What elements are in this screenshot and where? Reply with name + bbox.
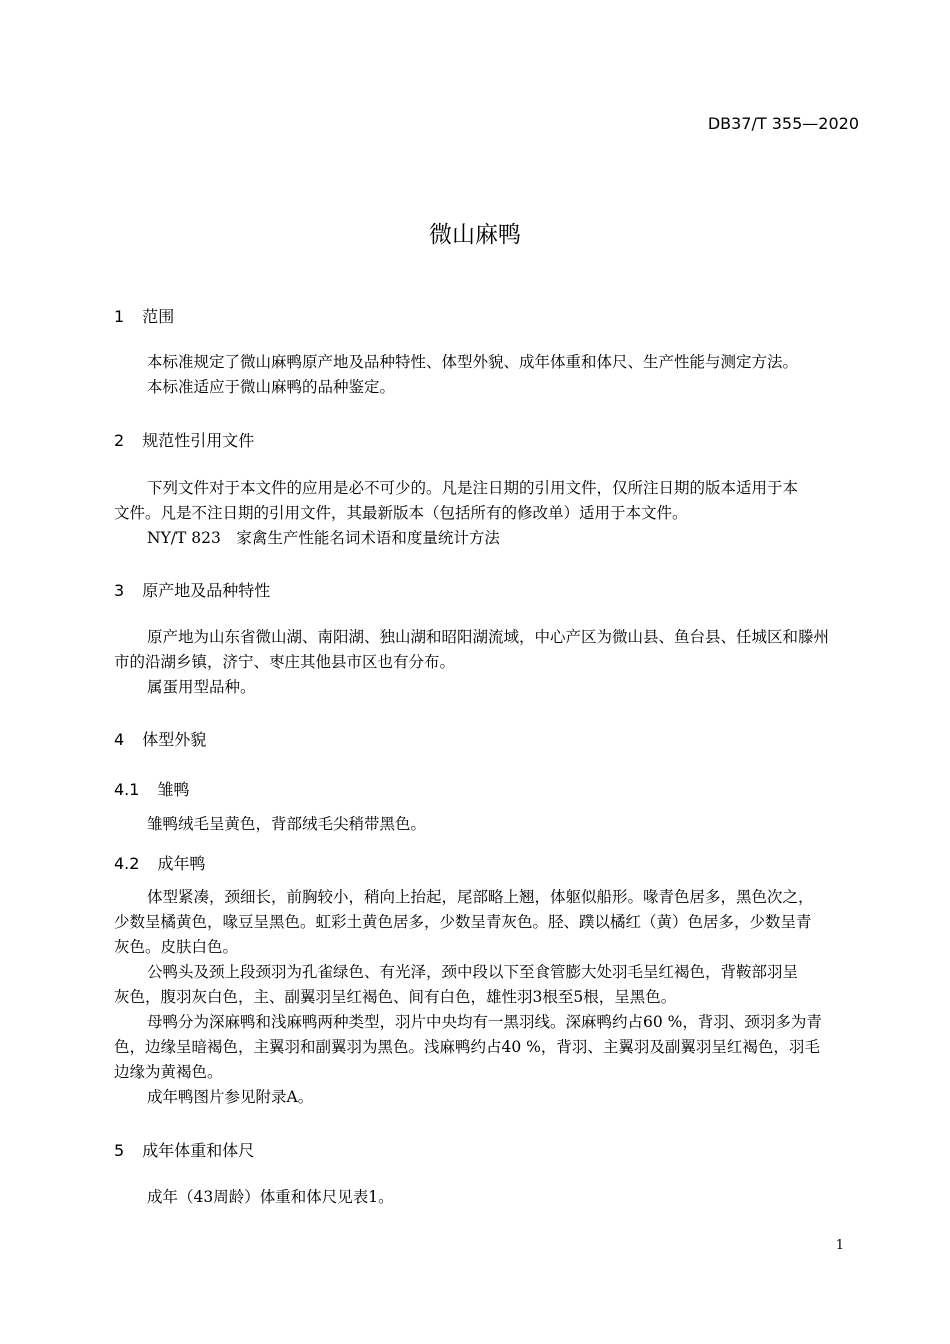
normative-reference: NY/T 823 家禽生产性能名词术语和度量统计方法 [147, 529, 500, 547]
page-title: 微山麻鸭 [429, 222, 521, 248]
section-4-2-title: 成年鸭 [157, 854, 206, 873]
section-4-2-para-1-line-3: 灰色。皮肤白色。 [114, 938, 239, 956]
section-3-para-line-2: 市的沿湖乡镇，济宁、枣庄其他县市区也有分布。 [114, 653, 456, 671]
section-4-2-para-3-line-2: 色，边缘呈暗褐色，主翼羽和副翼羽为黑色。浅麻鸭约占40 %，背羽、主翼羽及副翼羽呈红褐色，羽毛 [114, 1038, 820, 1056]
section-3-title: 原产地及品种特性 [142, 581, 271, 600]
section-2-title: 规范性引用文件 [142, 431, 255, 450]
section-4-1-para: 雏鸭绒毛呈黄色，背部绒毛尖稍带黑色。 [147, 815, 427, 833]
section-4-2-para-3-line-3: 边缘为黄褐色。 [114, 1063, 223, 1081]
section-4-2-para-1-line-2: 少数呈橘黄色，喙豆呈黑色。虹彩土黄色居多，少数呈青灰色。胫、蹼以橘红（黄）色居多，少数呈青 [114, 913, 812, 931]
section-4-2-heading [114, 851, 205, 874]
section-4-1-number: 4.1 [114, 780, 140, 799]
section-2-para-line-1: 下列文件对于本文件的应用是必不可少的。凡是注日期的引用文件，仅所注日期的版本适用于本 [147, 479, 799, 497]
section-2-number: 2 [114, 431, 125, 450]
section-1-heading [114, 304, 174, 327]
section-3-number: 3 [114, 581, 125, 600]
section-5-title: 成年体重和体尺 [142, 1141, 255, 1160]
section-4-2-para-4: 成年鸭图片参见附录A。 [147, 1088, 314, 1106]
section-3-para-2: 属蛋用型品种。 [147, 678, 256, 696]
section-4-1-heading [114, 777, 189, 800]
section-5-heading [114, 1138, 254, 1161]
section-4-title: 体型外貌 [142, 730, 207, 749]
section-3-heading [114, 578, 270, 601]
page-number: 1 [835, 1238, 844, 1253]
section-1-title: 范围 [142, 307, 175, 326]
section-4-2-para-2-line-2: 灰色，腹羽灰白色，主、副翼羽呈红褐色、间有白色，雄性羽3根至5根，呈黑色。 [114, 988, 677, 1006]
section-4-2-number: 4.2 [114, 854, 140, 873]
doc-code: DB37/T 355—2020 [707, 114, 859, 133]
section-5-para: 成年（43周龄）体重和体尺见表1。 [147, 1188, 394, 1206]
section-4-heading [114, 727, 206, 750]
section-1-number: 1 [114, 307, 125, 326]
section-4-1-title: 雏鸭 [157, 780, 190, 799]
section-4-number: 4 [114, 730, 125, 749]
section-5-number: 5 [114, 1141, 125, 1160]
section-4-2-para-3-line-1: 母鸭分为深麻鸭和浅麻鸭两种类型，羽片中央均有一黑羽线。深麻鸭约占60 %，背羽、颈羽多为青 [147, 1013, 822, 1031]
section-2-para-line-2: 文件。凡是不注日期的引用文件，其最新版本（包括所有的修改单）适用于本文件。 [114, 504, 688, 522]
section-3-para-line-1: 原产地为山东省微山湖、南阳湖、独山湖和昭阳湖流域，中心产区为微山县、鱼台县、任城区和滕州 [147, 628, 830, 646]
section-2-heading [114, 428, 254, 451]
section-4-2-para-2-line-1: 公鸭头及颈上段颈羽为孔雀绿色、有光泽，颈中段以下至食管膨大处羽毛呈红褐色，背鞍部羽呈 [147, 963, 799, 981]
section-1-para-2: 本标准适应于微山麻鸭的品种鉴定。 [147, 378, 396, 396]
section-1-para-1: 本标准规定了微山麻鸭原产地及品种特性、体型外貌、成年体重和体尺、生产性能与测定方法。 [147, 353, 799, 371]
section-4-2-para-1-line-1: 体型紧凑，颈细长，前胸较小，稍向上抬起，尾部略上翘，体躯似船形。喙青色居多，黑色次之， [147, 888, 814, 906]
